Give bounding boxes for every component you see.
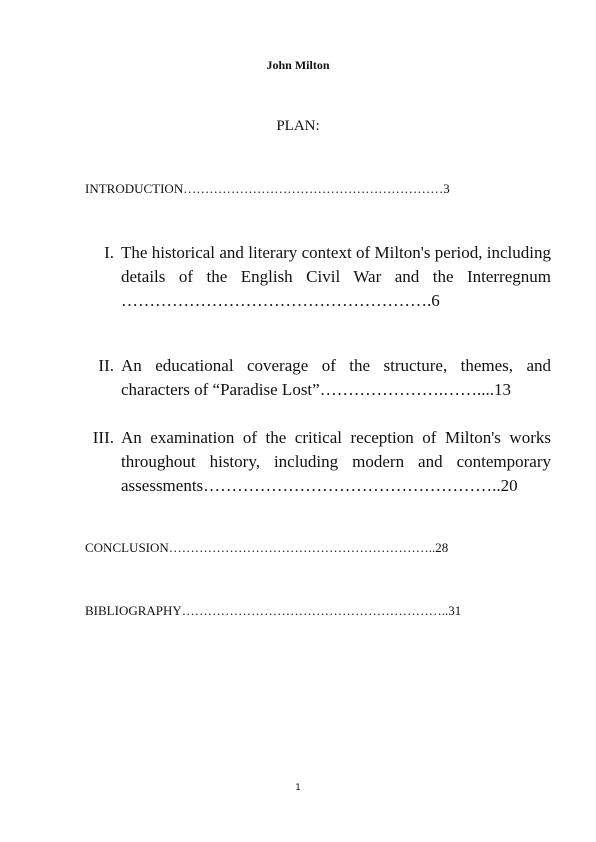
toc-introduction: INTRODUCTION……………………………………………………3 [85,181,450,196]
toc-item-numeral: I. [104,243,114,262]
toc-conclusion: CONCLUSION……………………………………………………..28 [85,540,449,555]
toc-item-1 [78,241,551,313]
toc-item-text: The historical and literary context of Milton's period, including details of the English Civil War and the Interregnum ……………………………………………….6 [121,243,551,310]
toc-item-3 [78,426,551,498]
plan-heading: PLAN: [276,118,320,134]
toc-bibliography: BIBLIOGRAPHY……………………………………………………..31 [85,603,462,618]
toc-item-numeral: II. [98,356,114,375]
page-number: 1 [295,783,301,793]
toc-item-text: An educational coverage of the structure, themes, and characters of “Paradise Lost”………………….……....13 [121,356,551,399]
toc-item-2 [78,354,551,402]
toc-item-numeral: III. [92,428,114,447]
author-heading: John Milton [266,58,330,72]
toc-item-text: An examination of the critical reception of Milton's works throughout history, including modern and contemporary assessments……………………………………………..20 [121,428,551,495]
